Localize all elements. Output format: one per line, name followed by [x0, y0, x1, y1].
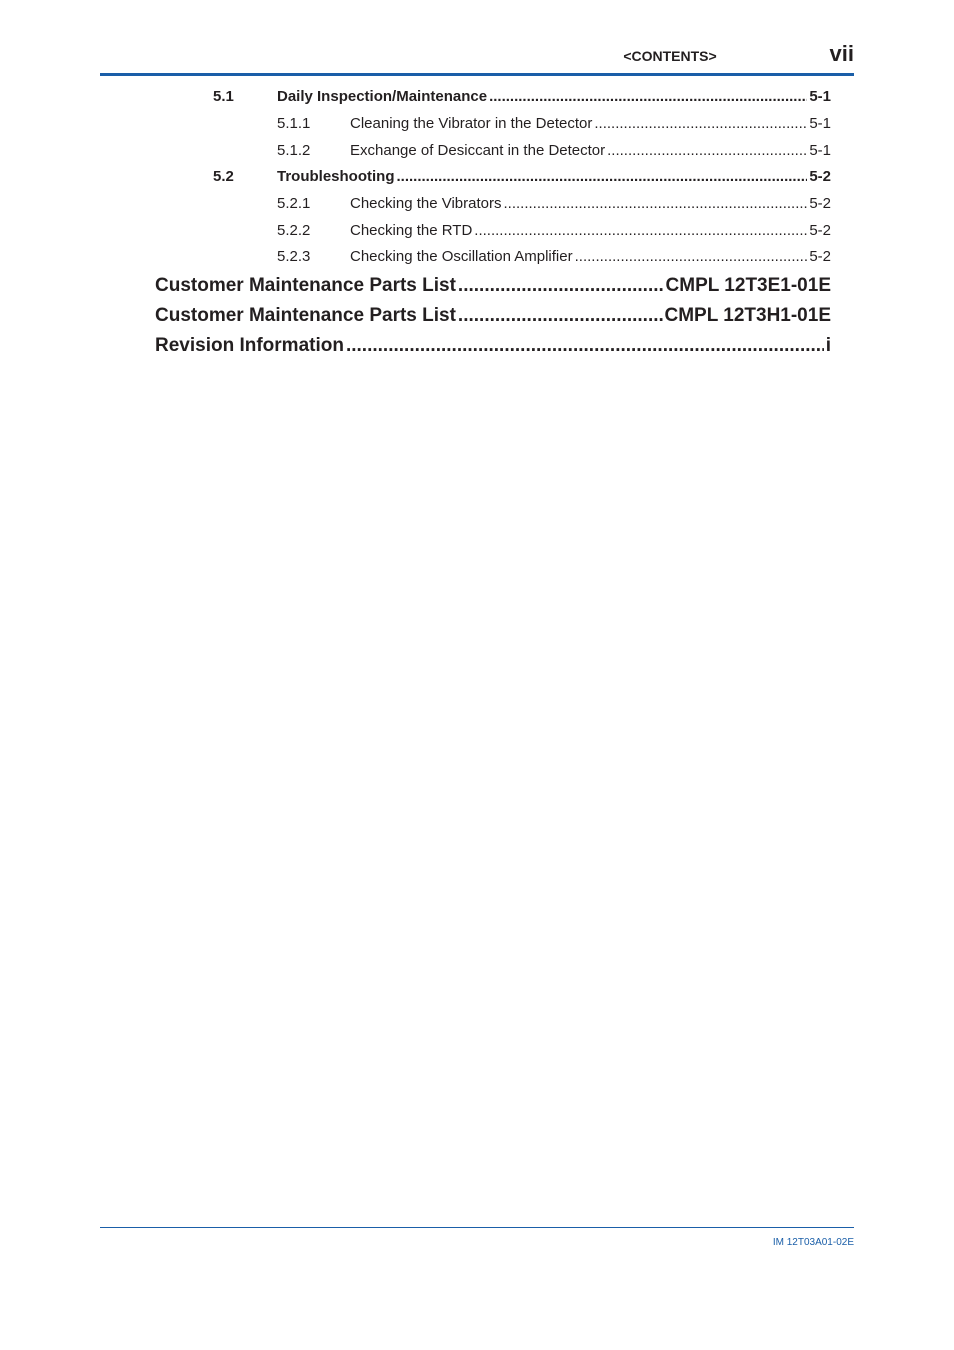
- header-divider: [100, 73, 854, 76]
- toc-title: Checking the RTD: [350, 222, 473, 239]
- toc-entry-cmpl-h[interactable]: [155, 305, 831, 327]
- toc-number: 5.2: [213, 168, 234, 185]
- toc-leader: [607, 142, 807, 159]
- toc-page: CMPL 12T3H1-01E: [664, 305, 831, 326]
- toc-leader: [397, 168, 808, 185]
- document-number: IM 12T03A01-02E: [772, 1237, 854, 1248]
- toc-page: 5-2: [809, 168, 831, 185]
- toc-title: Cleaning the Vibrator in the Detector: [350, 115, 593, 132]
- toc-leader: [346, 335, 824, 357]
- toc-leader: [458, 275, 664, 297]
- toc-entry-5-1[interactable]: [213, 88, 831, 105]
- toc-title: Troubleshooting: [277, 168, 395, 185]
- toc-page: 5-1: [809, 88, 831, 105]
- toc-page: 5-2: [809, 222, 831, 239]
- toc-number: 5.1.1: [277, 115, 311, 132]
- toc-page: i: [825, 335, 831, 356]
- toc-entry-revision[interactable]: [155, 335, 831, 357]
- toc-entry-5-2-1[interactable]: [277, 195, 831, 212]
- toc-leader: [474, 222, 807, 239]
- toc-number: 5.2.1: [277, 195, 311, 212]
- toc-entry-cmpl-e[interactable]: [155, 275, 831, 297]
- toc-leader: [594, 115, 807, 132]
- toc-page: CMPL 12T3E1-01E: [665, 275, 831, 296]
- toc-leader: [458, 305, 663, 327]
- toc-leader: [489, 88, 807, 105]
- toc-title: Customer Maintenance Parts List: [155, 275, 456, 296]
- section-label: <CONTENTS>: [623, 48, 717, 64]
- toc-title: Revision Information: [155, 335, 344, 356]
- toc-number: 5.2.3: [277, 248, 311, 265]
- toc-number: 5.1: [213, 88, 234, 105]
- toc-entry-5-1-2[interactable]: [277, 142, 831, 159]
- toc-entry-5-2-2[interactable]: [277, 222, 831, 239]
- toc-title: Checking the Oscillation Amplifier: [350, 248, 573, 265]
- toc-number: 5.2.2: [277, 222, 311, 239]
- toc-entry-5-1-1[interactable]: [277, 115, 831, 132]
- toc-page: 5-2: [809, 195, 831, 212]
- toc-leader: [503, 195, 807, 212]
- toc-entry-5-2[interactable]: [213, 168, 831, 185]
- toc-title: Daily Inspection/Maintenance: [277, 88, 488, 105]
- toc-entry-5-2-3[interactable]: [277, 248, 831, 265]
- page-number: vii: [829, 41, 854, 66]
- toc-page: 5-1: [809, 142, 831, 159]
- toc-page: 5-2: [809, 248, 831, 265]
- toc-page: 5-1: [809, 115, 831, 132]
- toc-title: Exchange of Desiccant in the Detector: [350, 142, 606, 159]
- toc-number: 5.1.2: [277, 142, 311, 159]
- toc-leader: [575, 248, 808, 265]
- toc-title: Customer Maintenance Parts List: [155, 305, 456, 326]
- footer-divider: [100, 1227, 854, 1228]
- toc-title: Checking the Vibrators: [350, 195, 502, 212]
